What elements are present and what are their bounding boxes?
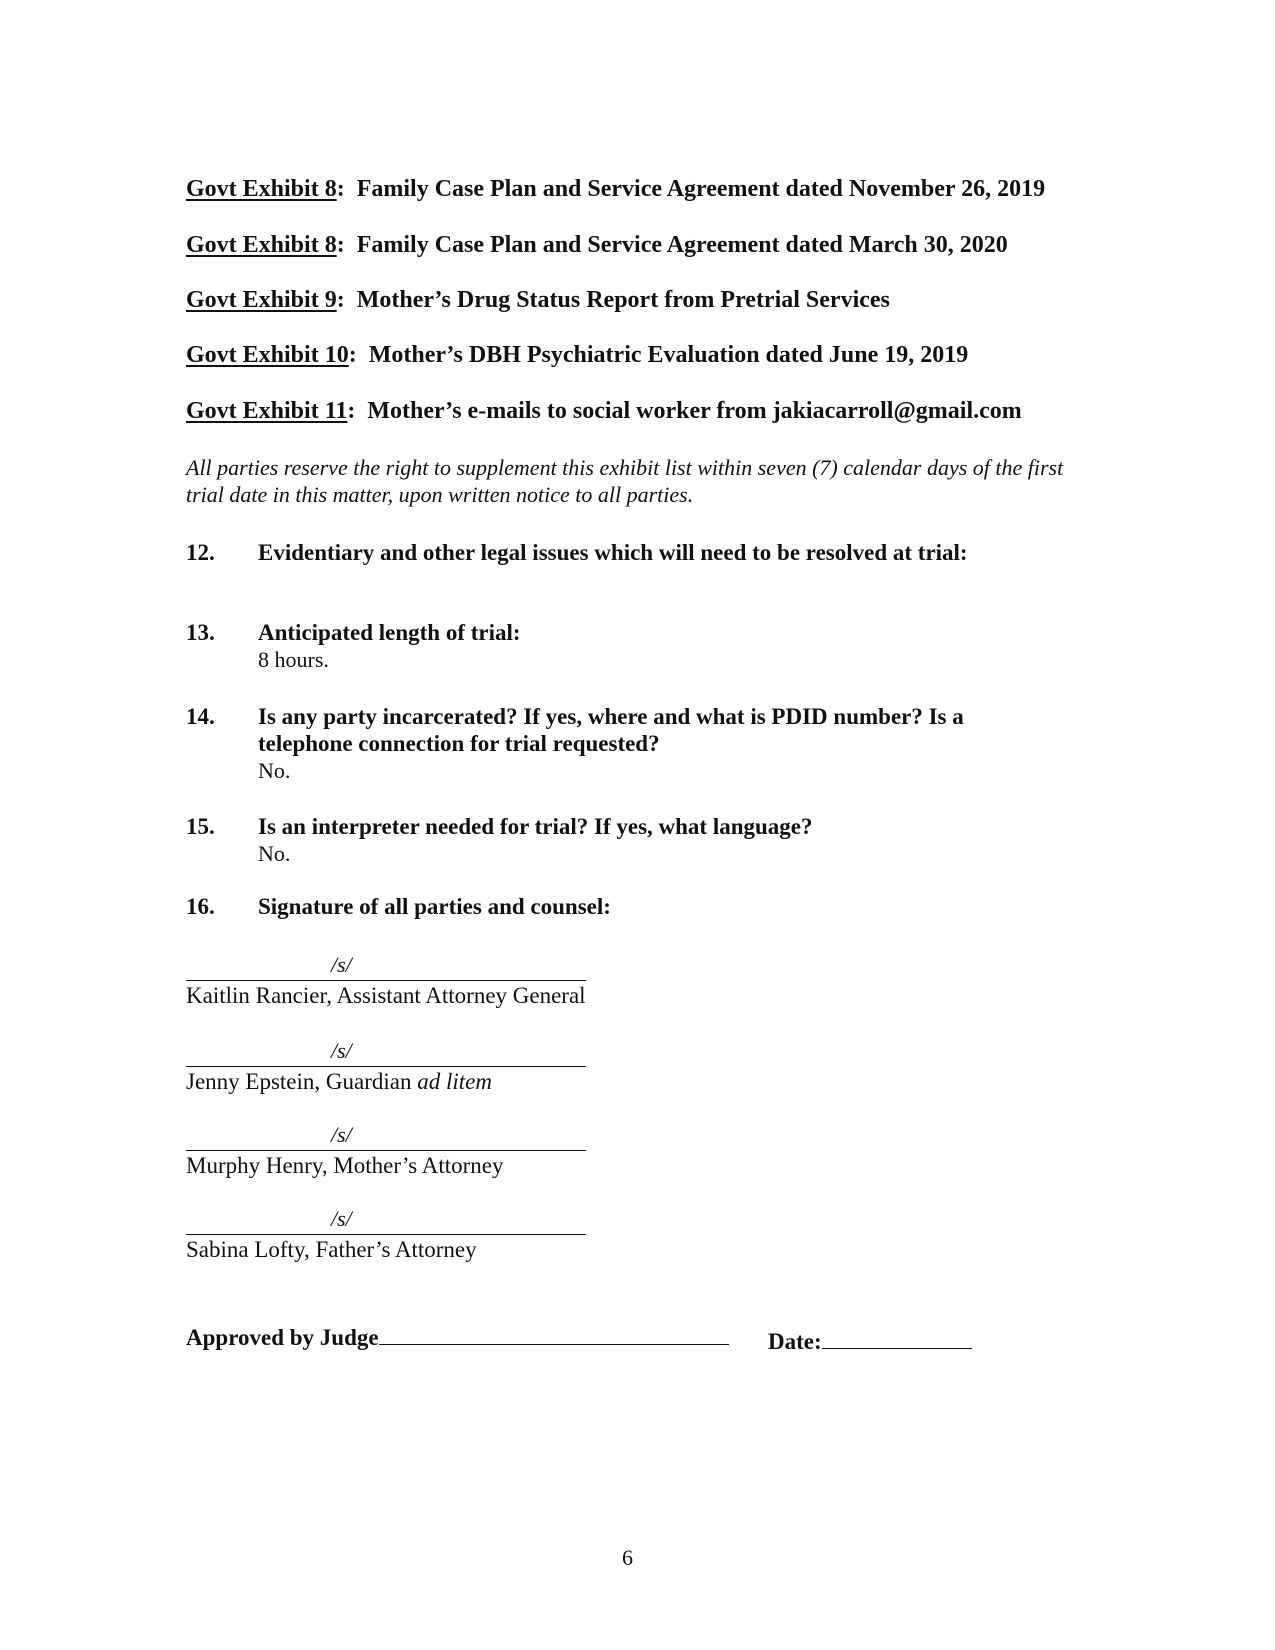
signature-line: [186, 1204, 586, 1235]
item-heading: Is any party incarcerated? If yes, where and what is PDID number? Is a: [258, 704, 964, 729]
item-answer: No.: [258, 758, 291, 783]
item-heading: Signature of all parties and counsel:: [258, 894, 611, 919]
signatory-name: Jenny Epstein, Guardian ad litem: [186, 1069, 492, 1094]
item-number: 13.: [186, 620, 215, 645]
judge-approval: [186, 1322, 729, 1351]
item-answer: 8 hours.: [258, 647, 329, 672]
approval-date: [768, 1326, 972, 1355]
signature-mark: /s/: [331, 1206, 352, 1231]
signature-mark: /s/: [331, 952, 352, 977]
signatory-name: Sabina Lofty, Father’s Attorney: [186, 1237, 477, 1262]
exhibit-row: Govt Exhibit 11: Mother’s e-mails to social worker from jakiacarroll@gmail.com: [186, 398, 1022, 424]
item-heading-continued: telephone connection for trial requested?: [258, 731, 660, 756]
exhibit-description: Family Case Plan and Service Agreement dated March 30, 2020: [356, 232, 1008, 258]
signature-line: [186, 1036, 586, 1067]
exhibit-row: Govt Exhibit 8: Family Case Plan and Service Agreement dated March 30, 2020: [186, 232, 1008, 258]
signatory-name: Kaitlin Rancier, Assistant Attorney General: [186, 983, 586, 1008]
signature-mark: /s/: [331, 1122, 352, 1147]
exhibit-label: Govt Exhibit 9: [186, 287, 337, 313]
signature-line: [186, 1120, 586, 1151]
page-number: 6: [622, 1545, 633, 1570]
date-label: Date:: [768, 1329, 822, 1354]
item-number: 12.: [186, 540, 215, 565]
signature-mark: /s/: [331, 1038, 352, 1063]
exhibit-row: Govt Exhibit 10: Mother’s DBH Psychiatric Evaluation dated June 19, 2019: [186, 342, 969, 368]
item-number: 16.: [186, 894, 215, 919]
judge-approval-label: Approved by Judge: [186, 1325, 379, 1350]
item-heading: Evidentiary and other legal issues which will need to be resolved at trial:: [258, 540, 968, 565]
exhibit-label: Govt Exhibit 10: [186, 342, 349, 368]
signature-block: [186, 950, 586, 1009]
exhibit-description: Mother’s e-mails to social worker from jakiacarroll@gmail.com: [367, 398, 1022, 424]
item-answer: No.: [258, 841, 291, 866]
exhibit-description: Family Case Plan and Service Agreement dated November 26, 2019: [356, 176, 1046, 202]
exhibit-label: Govt Exhibit 11: [186, 398, 348, 424]
signature-block: [186, 1204, 586, 1263]
signature-block: [186, 1120, 586, 1179]
date-blank: [822, 1326, 972, 1349]
signature-line: [186, 950, 586, 981]
exhibit-label: Govt Exhibit 8: [186, 232, 337, 258]
item-heading: Is an interpreter needed for trial? If yes, what language?: [258, 814, 813, 839]
exhibit-description: Mother’s Drug Status Report from Pretrial Services: [356, 287, 890, 313]
item-number: 15.: [186, 814, 215, 839]
signatory-name: Murphy Henry, Mother’s Attorney: [186, 1153, 504, 1178]
exhibit-label: Govt Exhibit 8: [186, 176, 337, 202]
exhibit-description: Mother’s DBH Psychiatric Evaluation dated June 19, 2019: [368, 342, 969, 368]
supplement-note: All parties reserve the right to supplement this exhibit list within seven (7) calendar days of the first trial date in this matter, upon written notice to all parties.: [186, 455, 1064, 507]
exhibit-row: Govt Exhibit 9: Mother’s Drug Status Report from Pretrial Services: [186, 287, 890, 313]
signature-block: [186, 1036, 586, 1095]
judge-signature-blank: [379, 1322, 729, 1345]
exhibit-row: Govt Exhibit 8: Family Case Plan and Service Agreement dated November 26, 2019: [186, 176, 1046, 202]
item-heading: Anticipated length of trial:: [258, 620, 521, 645]
item-number: 14.: [186, 704, 215, 729]
